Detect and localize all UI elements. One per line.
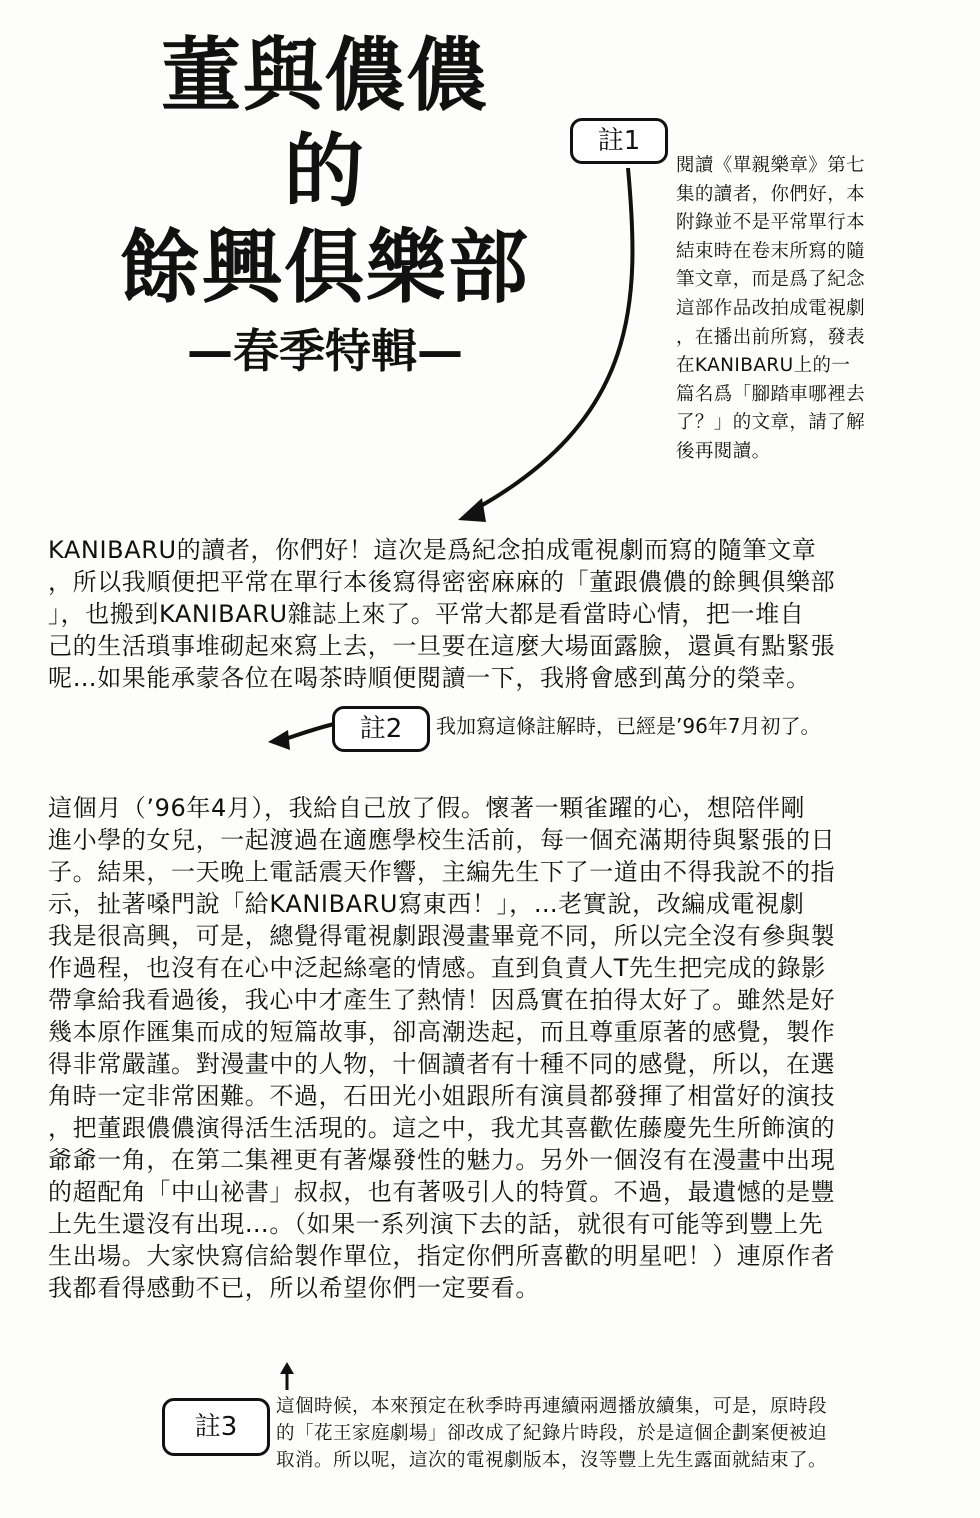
title-line-1: 董與儂儂: [161, 29, 489, 122]
note1-line: 這部作品改拍成電視劇: [676, 297, 866, 319]
body-line: 生出場。大家快寫信給製作單位，指定你們所喜歡的明星吧！）連原作者: [48, 1242, 836, 1270]
note3-line: 的「花王家庭劇場」卻改成了紀錄片時段，於是這個企劃案便被迫: [276, 1423, 828, 1444]
note1-line: 閱讀《單親樂章》第七: [676, 155, 866, 176]
note1-line: ，在播出前所寫，發表: [676, 326, 866, 348]
title-line-2: 的: [284, 125, 366, 218]
note1-label: 註1: [570, 118, 668, 164]
note3-line: 這個時候，本來預定在秋季時再連續兩週播放續集，可是，原時段: [276, 1396, 828, 1417]
body-line: 帶拿給我看過後，我心中才產生了熱情！因爲實在拍得太好了。雖然是好: [48, 986, 836, 1014]
body-paragraph: [48, 792, 968, 1304]
body-line: 幾本原作匯集而成的短篇故事，卻高潮迭起，而且尊重原著的感覺，製作: [48, 1018, 836, 1046]
body-line: 我都看得感動不已，所以希望你們一定要看。: [48, 1274, 540, 1302]
body-line: 角時一定非常困難。不過，石田光小姐跟所有演員都發揮了相當好的演技: [48, 1082, 836, 1110]
intro-line: KANIBARU的讀者，你們好！這次是爲紀念拍成電視劇而寫的隨筆文章: [48, 536, 817, 564]
body-line: 得非常嚴謹。對漫畫中的人物，十個讀者有十種不同的感覺，所以，在選: [48, 1050, 836, 1078]
body-line: 子。結果，一天晚上電話震天作響，主編先生下了一道由不得我說不的指: [48, 858, 836, 886]
body-line: 爺爺一角，在第二集裡更有著爆發性的魅力。另外一個沒有在漫畫中出現: [48, 1146, 836, 1174]
intro-line: 己的生活瑣事堆砌起來寫上去，一旦要在這麼大場面露臉，還眞有點緊張: [48, 632, 836, 660]
note3-arrowhead: [280, 1362, 294, 1374]
note1-line: 在KANIBARU上的一: [676, 355, 851, 377]
body-line: 這個月（’96年4月），我給自己放了假。懷著一顆雀躍的心，想陪伴剛: [48, 794, 806, 822]
body-line: 我是很高興，可是，總覺得電視劇跟漫畫畢竟不同，所以完全沒有參與製: [48, 922, 836, 950]
note2-arrow: [282, 724, 334, 740]
note1-text: [676, 152, 920, 467]
note1-arrowhead: [458, 498, 486, 522]
note1-line: 集的讀者，你們好，本: [676, 183, 866, 205]
body-line: 示，扯著嗓門說「給KANIBARU寫東西！」，…老實說，改編成電視劇: [48, 890, 805, 918]
note2-text: 我加寫這條註解時，已經是’96年7月初了。: [436, 714, 821, 738]
body-line: 的超配角「中山祕書」叔叔，也有著吸引人的特質。不過，最遺憾的是豐: [48, 1178, 836, 1206]
intro-paragraph: [48, 534, 968, 694]
note1-line: 後再閱讀。: [676, 440, 771, 462]
intro-line: 」，也搬到KANIBARU雜誌上來了。平常大都是看當時心情，把一堆自: [48, 600, 805, 628]
intro-line: ，所以我順便把平常在單行本後寫得密密麻麻的「董跟儂儂的餘興俱樂部: [48, 568, 836, 596]
note3-line: 取消。所以呢，這次的電視劇版本，沒等豐上先生露面就結束了。: [276, 1450, 828, 1471]
note1-line: 篇名爲「腳踏車哪裡去: [676, 383, 866, 405]
body-line: 上先生還沒有出現…。（如果一系列演下去的話，就很有可能等到豐上先: [48, 1210, 824, 1238]
note1-line: 了？」的文章，請了解: [676, 412, 866, 434]
title-line-3: 餘興俱樂部: [120, 221, 530, 314]
note2-arrowhead: [268, 730, 290, 750]
note1-line: 筆文章，而是爲了紀念: [676, 269, 866, 291]
body-line: ，把董跟儂儂演得活生活現的。這之中，我尤其喜歡佐藤慶先生所飾演的: [48, 1114, 836, 1142]
body-line: 進小學的女兒，一起渡過在適應學校生活前，每一個充滿期待與緊張的日: [48, 826, 836, 854]
note1-line: 結束時在卷末所寫的隨: [676, 240, 866, 262]
note3-label: 註3: [162, 1398, 270, 1456]
note2-label: 註2: [332, 706, 430, 752]
body-line: 作過程，也沒有在心中泛起絲毫的情感。直到負責人T先生把完成的錄影: [48, 954, 826, 982]
title-block: [90, 28, 560, 380]
intro-line: 呢…如果能承蒙各位在喝茶時順便閱讀一下，我將會感到萬分的榮幸。: [48, 664, 811, 692]
note3-text: [276, 1393, 827, 1474]
note1-line: 附錄並不是平常單行本: [676, 212, 866, 234]
subtitle: —春季特輯—: [187, 324, 463, 378]
